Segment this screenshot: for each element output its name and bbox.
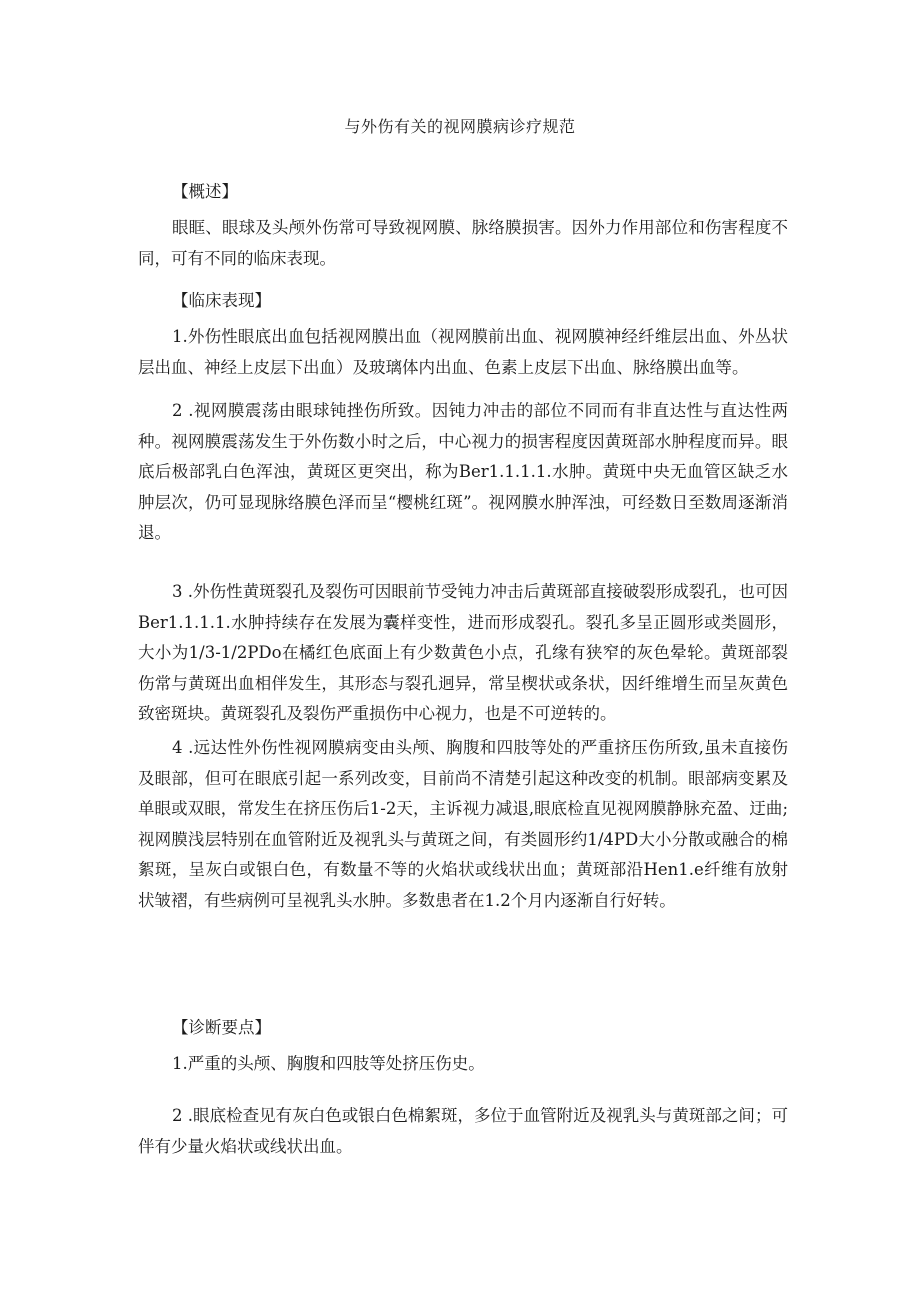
clinical-paragraph-1: 1.外伤性眼底出血包括视网膜出血（视网膜前出血、视网膜神经纤维层出血、外丛状层出血、神经上皮层下出血）及玻璃体内出血、色素上皮层下出血、脉络膜出血等。 [138,327,788,377]
section-heading-diagnosis: 【诊断要点】 [172,1018,271,1037]
section-heading-clinical: 【临床表现】 [172,291,271,310]
clinical-paragraph-2: 2 .视网膜震荡由眼球钝挫伤所致。因钝力冲击的部位不同而有非直达性与直达性两种。视网膜震荡发生于外伤数小时之后，中心视力的损害程度因黄斑部水肿程度而异。眼底后极部乳白色浑浊，黄斑区更突出，称为Ber1.1.1.1.水肿。黄斑中央无血管区缺乏水肿层次，仍可显现脉络膜色泽而呈“樱桃红斑”。视网膜水肿浑浊，可经数日至数周逐渐消退。 [138,401,788,542]
overview-paragraph: 眼眶、眼球及头颅外伤常可导致视网膜、脉络膜损害。因外力作用部位和伤害程度不同，可有不同的临床表现。 [138,218,788,268]
clinical-paragraph-4: 4 .远达性外伤性视网膜病变由头颅、胸腹和四肢等处的严重挤压伤所致,虽未直接伤及眼部，但可在眼底引起一系列改变，目前尚不清楚引起这种改变的机制。眼部病变累及单眼或双眼，常发生在挤压伤后1-2天，主诉视力减退,眼底检直见视网膜静脉充盈、迂曲;视网膜浅层特别在血管附近及视乳头与黄斑之间，有类圆形约1/4PD大小分散或融合的棉絮斑，呈灰白或银白色，有数量不等的火焰状或线状出血；黄斑部沿Hen1.e纤维有放射状皱褶，有些病例可呈视乳头水肿。多数患者在1.2个月内逐渐自行好转。 [138,738,788,910]
clinical-paragraph-3: 3 .外伤性黄斑裂孔及裂伤可因眼前节受钝力冲击后黄斑部直接破裂形成裂孔，也可因Ber1.1.1.1.水肿持续存在发展为囊样变性，进而形成裂孔。裂孔多呈正圆形或类圆形，大小为1/3-1/2PDo在橘红色底面上有少数黄色小点，孔缘有狭窄的灰色晕轮。黄斑部裂伤常与黄斑出血相伴发生，其形态与裂孔迥异，常呈楔状或条状，因纤维增生而呈灰黄色致密斑块。黄斑裂孔及裂伤严重损伤中心视力，也是不可逆转的。 [138,582,788,723]
section-heading-overview: 【概述】 [172,182,238,201]
document-title: 与外伤有关的视网膜病诊疗规范 [344,117,576,136]
diagnosis-paragraph-1: 1.严重的头颅、胸腹和四肢等处挤压伤史。 [172,1054,485,1073]
diagnosis-paragraph-2: 2 .眼底检查见有灰白色或银白色棉絮斑，多位于血管附近及视乳头与黄斑部之间；可伴有少量火焰状或线状出血。 [138,1106,788,1156]
